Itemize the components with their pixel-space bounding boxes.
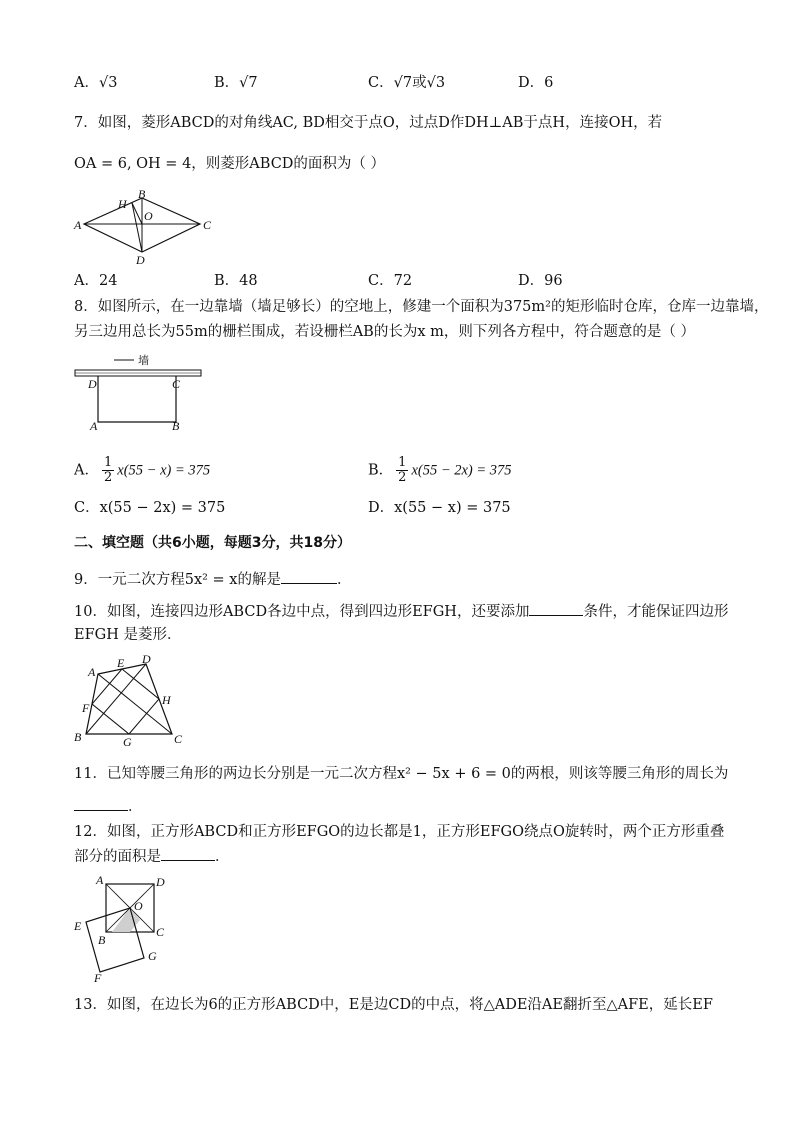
label-g: G (148, 949, 157, 963)
label-e: E (74, 919, 82, 933)
label-b: B (74, 730, 82, 744)
q8-line1: 8．如图所示，在一边靠墙（墙足够长）的空地上，修建一个面积为375m²的矩形临时仓库，仓库一边靠墙， (74, 299, 769, 315)
q7-rhombus-figure (72, 188, 212, 266)
option-b: B．√7 (214, 75, 258, 91)
label-b: B (172, 419, 180, 433)
label-d: D (136, 253, 145, 266)
q13-line1: 13．如图，在边长为6的正方形ABCD中，E是边CD的中点，将△ADE沿AE翻折至△AFE，延长EF (74, 997, 713, 1013)
q7-line2: OA = 6, OH = 4，则菱形ABCD的面积为（ ） (74, 156, 386, 172)
q8-line2: 另三边用总长为55m的栅栏围成，若设栅栏AB的长为x m，则下列各方程中，符合题意的是（ ） (74, 324, 695, 340)
label-b: B (138, 188, 146, 201)
q8-option-b: B． $\frac{1}{2}$ x(55 − 2x) = 375 (368, 455, 512, 485)
q12-blank (161, 846, 215, 861)
label-f: F (94, 971, 102, 984)
label-a: A (74, 218, 82, 232)
q12-squares-figure (72, 872, 182, 984)
label-h: H (162, 693, 171, 707)
q11-line1: 11．已知等腰三角形的两边长分别是一元二次方程x² − 5x + 6 = 0的两根，则该等腰三角形的周长为 (74, 766, 729, 782)
option-d: D．6 (518, 75, 554, 91)
q8-option-d: D．x(55 − x) = 375 (368, 500, 511, 516)
label-o: O (134, 899, 143, 913)
q12-line2: 部分的面积是 ． (74, 846, 230, 867)
q11-line2: ． (74, 796, 143, 817)
label-a: A (90, 419, 98, 433)
label-d: D (142, 652, 151, 666)
q12-line1: 12．如图，正方形ABCD和正方形EFGO的边长都是1，正方形EFGO绕点O旋转时，两个正方形重叠 (74, 824, 725, 840)
label-a: A (88, 665, 96, 679)
q8-warehouse-figure (72, 350, 204, 434)
q9-blank (281, 569, 337, 584)
q8-option-a: A． $\frac{1}{2}$ x(55 − x) = 375 (74, 455, 211, 485)
section-title: 二、填空题（共6小题，每题3分，共18分） (74, 535, 351, 551)
label-b: B (98, 933, 106, 947)
label-d: D (156, 875, 165, 889)
q7-option-b: B．48 (214, 273, 258, 289)
option-a: A．√3 (74, 75, 118, 91)
q10-quadrilateral-figure (72, 652, 192, 748)
q9-line: 9．一元二次方程5x² = x的解是 ． (74, 569, 352, 590)
q10-blank (529, 601, 583, 616)
label-c: C (172, 377, 181, 391)
q7-option-c: C．72 (368, 273, 413, 289)
label-c: C (174, 732, 183, 746)
label-g: G (123, 735, 132, 748)
label-a: A (96, 873, 104, 887)
label-f: F (82, 701, 90, 715)
q10-line1: 10．如图，连接四边形ABCD各边中点，得到四边形EFGH，还要添加 条件，才能保证四边形 (74, 601, 728, 622)
q7-option-a: A．24 (74, 273, 118, 289)
label-c: C (156, 925, 165, 939)
q10-line2: EFGH 是菱形． (74, 627, 182, 643)
label-d: D (88, 377, 97, 391)
option-c: C．√7或√3 (368, 75, 446, 91)
label-wall: 墙 (138, 354, 149, 367)
q7-option-d: D．96 (518, 273, 563, 289)
q7-line1: 7．如图，菱形ABCD的对角线AC, BD相交于点O，过点D作DH⊥AB于点H，连接OH，若 (74, 115, 663, 131)
label-c: C (203, 218, 212, 232)
label-e: E (117, 656, 125, 670)
q8-option-c: C．x(55 − 2x) = 375 (74, 500, 226, 516)
label-o: O (144, 209, 153, 223)
q11-blank (74, 796, 128, 811)
label-h: H (118, 197, 127, 211)
